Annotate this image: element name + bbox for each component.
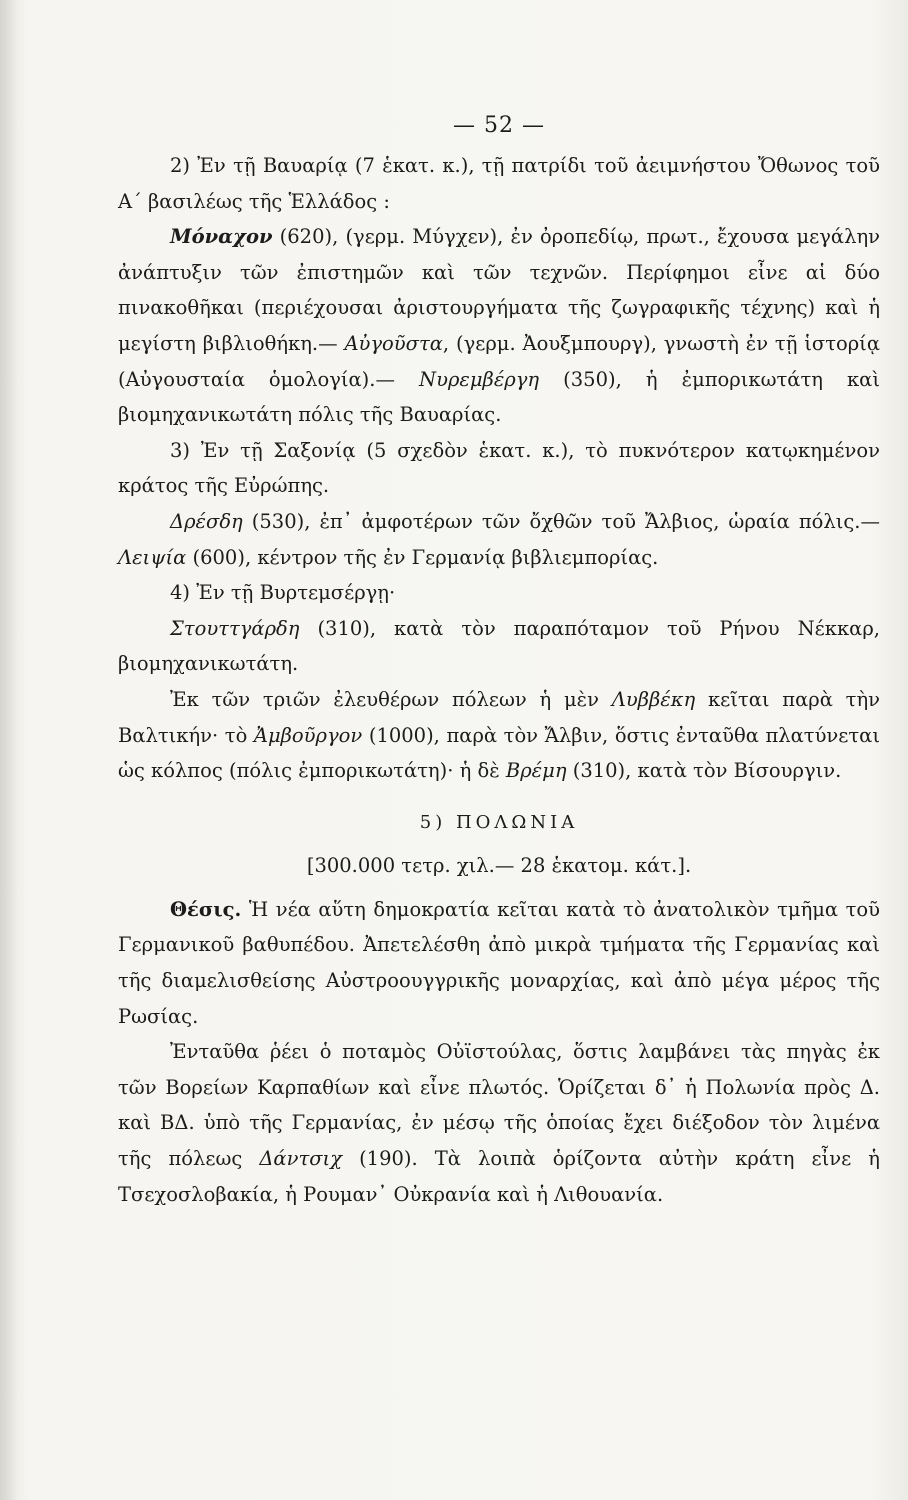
paragraph-stuttgart [118,611,880,682]
city-lubeck-text: κεῖται παρὰ τὴν Βαλτικήν· τὸ [118,687,881,747]
city-danzig-text: (190). Τὰ λοιπὰ ὁρίζοντα αὐτὴν κράτη εἶνε ἡ Τσεχοσλοβακία, ἡ Ρουμαν᾽ Οὐκρανία καὶ ἡ Λιθουανία. [118,1147,880,1206]
city-nuremberg-text: (350), ἡ ἐμπορικωτάτη καὶ βιομηχανικωτάτη πόλις τῆς Βαυαρίας. [118,367,880,427]
city-dresden-text: (530), ἐπ᾽ ἀμφοτέρων τῶν ὄχθῶν τοῦ Ἄλβιος, ὡραία πόλις.— [242,509,880,533]
city-munich: Μόναχον [170,225,273,249]
city-hamburg: Ἀμβοῦργον [253,723,363,747]
city-stuttgart-text: (310), κατὰ τὸν παραπόταμον τοῦ Ρήνου Νέκκαρ, βιομηχανικωτάτη. [118,616,880,676]
city-bremen: Βρέμη [505,759,567,783]
paragraph-bavaria-cities [118,219,880,433]
city-leipzig: Λειψία [118,545,187,569]
city-leipzig-text: (600), κέντρον τῆς ἐν Γερμανίᾳ βιβλιεμπορίας. [186,545,659,569]
city-bremen-text: (310), κατὰ τὸν Βίσουργιν. [566,759,842,783]
city-augsburg: Αὐγοῦστα [344,331,443,355]
paragraph-free-cities [118,682,880,789]
paragraph-wurttemberg: 4) Ἐν τῇ Βυρτεμσέργῃ· [170,581,396,605]
paragraph-saxony-cities [118,504,880,575]
city-danzig: Δάντσιχ [259,1147,343,1171]
free-cities-intro: Ἐκ τῶν τριῶν ἐλευθέρων πόλεων ἡ μὲν [170,687,612,711]
page-text-block [118,108,880,1212]
paragraph-poland-rivers-borders [118,1034,880,1212]
river-text: Ἐνταῦθα ῥέει ὁ ποταμὸς Οὐϊστούλας, ὅστις λαμβάνει τὰς πηγὰς ἐκ τῶν Βορείων Καρπαθίων καὶ εἶνε πλωτός. Ὁρίζεται δ᾽ ἡ Πολωνία πρὸς Δ. καὶ ΒΔ. ὑπὸ τῆς Γερμανίας, ἐν μέσῳ τῆς ὁποίας ἔχει διέξοδον τὸν λιμένα τῆς πόλεως [118,1040,880,1171]
paragraph-saxony: 3) Ἐν τῇ Σαξονίᾳ (5 σχεδὸν ἑκατ. κ.), τὸ πυκνότερον κατῳκημένον κράτος τῆς Εὐρώπης. [118,438,880,498]
city-lubeck: Λυββέκη [611,687,696,711]
section-heading-poland: 5) ΠΟΛΩΝΙΑ [419,811,579,833]
page-number: — 52 — [453,113,545,138]
paragraph-poland-position [118,892,880,1034]
poland-area-population: [300.000 τετρ. χιλ.— 28 ἑκατομ. κάτ.]. [306,854,692,878]
thesis-text: Ἡ νέα αὕτη δημοκρατία κεῖται κατὰ τὸ ἀνατολικὸν τμῆμα τοῦ Γερμανικοῦ βαθυπέδου. Ἀπετελέσθη ἀπὸ μικρὰ τμήματα τῆς Γερμανίας καὶ τῆς διαμελισθείσης Αὐστροουγγρικῆς μοναρχίας, καὶ ἀπὸ μέγα μέρος τῆς Ρωσίας. [118,897,880,1028]
city-munich-text: (620), (γερμ. Μύγχεν), ἐν ὀροπεδίῳ, πρωτ., ἔχουσα μεγάλην ἀνάπτυξιν τῶν ἐπιστημῶν καὶ τῶν τεχνῶν. Περίφημοι εἶνε αἱ δύο πινακοθῆκαι (περιέχουσαι ἀριστουργήματα τῆς ζωγραφικῆς τέχνης) καὶ ἡ μεγίστη βιβλιοθήκη.— [118,225,880,355]
paragraph-bavaria: 2) Ἐν τῇ Βαυαρίᾳ (7 ἑκατ. κ.), τῇ πατρίδι τοῦ ἀειμνήστου Ὄθωνος τοῦ Α΄ βασιλέως τῆς Ἑλλάδος : [118,154,880,213]
city-stuttgart: Στουττγάρδη [170,616,300,640]
page-spine-shadow [0,0,18,1500]
city-nuremberg: Νυρεμβέργη [419,367,540,391]
thesis-label: Θέσις. [170,897,242,921]
city-augsburg-text: , (γερμ. Ἀουξμπουργ), γνωστὴ ἐν τῇ ἱστορίᾳ (Αὐγουσταία ὁμολογία).— [118,331,880,391]
city-hamburg-text: (1000), παρὰ τὸν Ἄλβιν, ὅστις ἐνταῦθα πλατύνεται ὡς κόλπος (πόλις ἐμπορικωτάτη)· ἡ δὲ [118,723,880,783]
city-dresden: Δρέσδη [170,509,243,533]
